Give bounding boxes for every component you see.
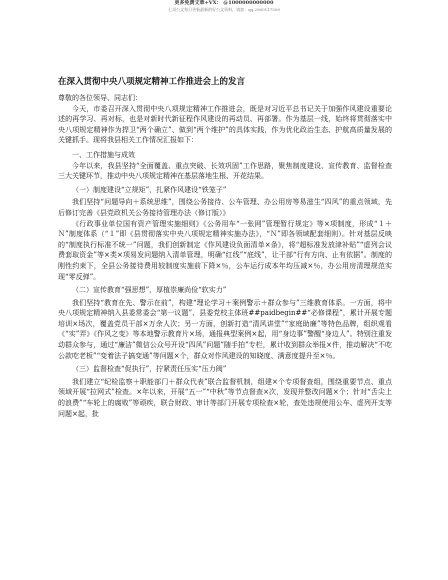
section-heading-1: 一、工作措施与成效 — [72, 150, 135, 159]
document-body — [58, 76, 392, 419]
header-promo-line: 更多免费文章+VX： @1000000000000 — [174, 0, 274, 6]
document-title: 在深入贯彻中央八项规定精神工作推进会上的发言 — [58, 77, 246, 87]
institution-paragraph-1: 我们坚持“问题导向＋系统思维”，围绕公务接待、公车管理、办公用房等易滋生“四风”的重点领域，先后修订完善《县党政机关公务接待管理办法（修订版）》 — [58, 198, 392, 217]
subsection-heading-3: （三）监督检查“促执行”，拧紧责任压实“压力阀” — [72, 365, 227, 374]
overview-paragraph: 今年以来，我县坚持“全面覆盖、重点突破、长效巩固”工作思路，聚焦制度建设、宣传教育、监督检查三大关键环节，推动中央八项规定精神在基层落地生根、开花结果。 — [58, 161, 392, 181]
header-contact-line: 七哥公文每日更新最新的好公文资料，请加：qq 2900117509 — [168, 7, 280, 12]
institution-paragraph-2: 《行政事业单位国有资产管理实施细则》《公务用车“一张网”管理暂行规定》等×项制度，形成“１＋Ｎ”制度体系（“１”即《县贯彻落实中央八项规定精神实施办法》，“Ｎ”即各领域配套细则）。针对基层反映的“制度执行标准不统一”问题，我们创新制定《作风建设负面清单×条》，将“超标准发放津补贴”“虚列会议费套取资金”等×类×项易发问题纳入清单管理，明确“红线”“底线”，让干部“行有方向、止有依据”。制度的刚性约束下，全县公务接待费用较制度实施前下降×％，公车运行成本年均压减×％，办公用房清理规范实现“零反弹”。 — [58, 219, 392, 281]
subsection-heading-2: （二）宣传教育“强思想”，厚植崇廉尚俭“软实力” — [72, 286, 227, 295]
page-header — [0, 0, 448, 13]
salutation: 尊敬的各位领导、同志们： — [58, 94, 142, 102]
supervision-paragraph: 我们建立“纪检监察＋职能部门＋群众代表”联合监督机制，组建×个专项督查组，围绕重要节点、重点领域开展“拉网式”检查。×年以来，开展“五一”“中秋”等节点督查×次，发现并整改问题×个；针对“舌尖上的浪费”“车轮上的腐败”等顽疾，联合财政、审计等部门开展专项检查×轮，查处违规使用公车、虚列开支等问题×起，批 — [58, 377, 392, 418]
education-paragraph: 我们坚持“教育在先、警示在前”，构建“理论学习＋案例警示＋群众参与”三维教育体系。一方面，将中央八项规定精神纳入县委常委会“第一议题”、县委党校主体班##paidbegin##“必修课程”，累计开展专题培训×场次，覆盖党员干部×万余人次；另一方面，创新打造“清风讲堂”“家庭助廉”等特色品牌，组织观看《“实”弄》《作风之变》等本地警示教育片×场，通报典型案例×起，用“身边事”警醒“身边人”。特别注重发动群众参与，通过“廉洁”微信公众号开设“四风”问题”随手拍”专栏，累计收到群众举报×件，推动解决“不吃公款吃老板”“变着法子搞变通”等问题×个，群众对作风建设的知晓度、满意度提升至×％。 — [58, 298, 392, 360]
subsection-heading-1: （一）制度建设“立规矩”，扎紧作风建设“铁笼子” — [72, 185, 227, 194]
intro-paragraph: 今天，市委召开深入贯彻中央八项规定精神工作推进会，既是对习近平总书记关于加强作风建设重要论述的再学习、再对标，也是对新时代新征程作风建设的再动员、再部署。作为基层一线，始终将贯彻落实中央八项规定精神作为捍卫“两个确立”、做到“两个维护”的具体实践，作为优化政治生态、护航高质量发展的关键抓手。现将我县相关工作情况汇报如下： — [58, 104, 392, 145]
